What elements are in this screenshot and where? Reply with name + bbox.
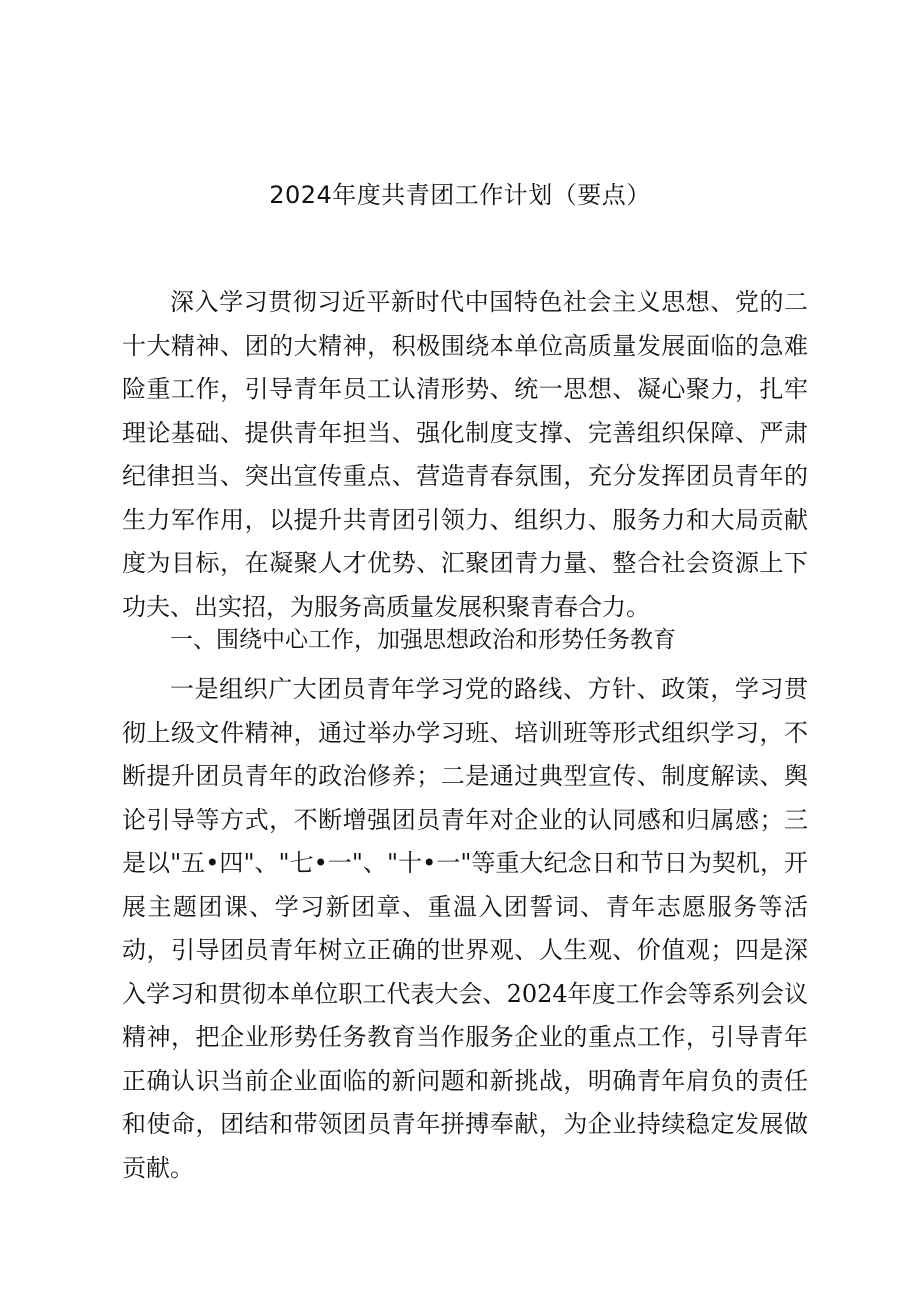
section-1-paragraph: 一是组织广大团员青年学习党的路线、方针、政策，学习贯彻上级文件精神，通过举办学习班、培训班等形式组织学习，不断提升团员青年的政治修养；二是通过典型宣传、制度解读、舆论引导等方式，不断增强团员青年对企业的认同感和归属感；三是以"五•四"、"七•一"、"十•一"等重大纪念日和节日为契机，开展主题团课、学习新团章、重温入团誓词、青年志愿服务等活动，引导团员青年树立正确的世界观、人生观、价值观；四是深入学习和贯彻本单位职工代表大会、2024年度工作会等系列会议精神，把企业形势任务教育当作服务企业的重点工作，引导青年正确认识当前企业面临的新问题和新挑战，明确青年肩负的责任和使命，团结和带领团员青年拼搏奉献，为企业持续稳定发展做贡献。	[122, 675, 808, 1182]
intro-paragraph: 深入学习贯彻习近平新时代中国特色社会主义思想、党的二十大精神、团的大精神，积极围绕本单位高质量发展面临的急难险重工作，引导青年员工认清形势、统一思想、凝心聚力，扎牢理论基础、提供青年担当、强化制度支撑、完善组织保障、严肃纪律担当、突出宣传重点、营造青春氛围，充分发挥团员青年的生力军作用，以提升共青团引领力、组织力、服务力和大局贡献度为目标，在凝聚人才优势、汇聚团青力量、整合社会资源上下功夫、出实招，为服务高质量发展积聚青春合力。	[122, 288, 808, 621]
section-1-heading: 一、围绕中心工作，加强思想政治和形势任务教育	[170, 627, 676, 653]
document-title: 2024年度共青团工作计划（要点）	[269, 181, 651, 209]
